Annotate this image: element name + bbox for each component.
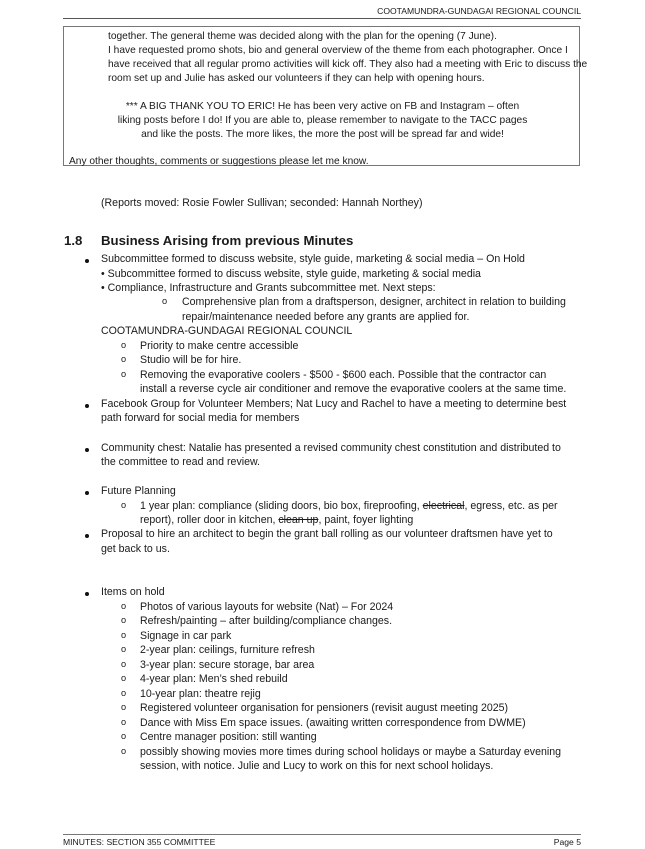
list-item: Signage in car park: [140, 630, 232, 642]
list-item: Comprehensive plan from a draftsperson, designer, architect in relation to building: [182, 296, 566, 308]
page-header: [63, 0, 581, 19]
list-item: session, with notice. Julie and Lucy to work on this for next school holidays.: [140, 760, 494, 772]
list-item: the committee to read and review.: [101, 456, 260, 468]
list-item: Centre manager position: still wanting: [140, 731, 317, 743]
list-item: repair/maintenance needed before any grants are applied for.: [182, 311, 470, 323]
sub-bullet: o: [121, 500, 127, 510]
list-item: get back to us.: [101, 543, 170, 555]
list-item: 10-year plan: theatre rejig: [140, 688, 261, 700]
list-item: Priority to make centre accessible: [140, 340, 299, 352]
list-item: path forward for social media for members: [101, 412, 300, 424]
text-segment: , paint, foyer lighting: [318, 514, 414, 526]
reports-moved: (Reports moved: Rosie Fowler Sullivan; seconded: Hannah Northey): [101, 197, 423, 209]
footer-left: MINUTES: SECTION 355 COMMITTEE: [63, 837, 216, 847]
list-item: Removing the evaporative coolers - $500 - $600 each. Possible that the contractor can: [140, 369, 547, 381]
sub-bullet: o: [121, 702, 127, 712]
list-item: Studio will be for hire.: [140, 354, 242, 366]
struck-text: electrical: [422, 500, 465, 512]
text-segment: , egress, etc. as per: [464, 500, 558, 512]
sub-bullet: o: [121, 673, 127, 683]
sub-bullet: o: [162, 296, 168, 306]
list-item: [140, 500, 558, 512]
list-item: Facebook Group for Volunteer Members; Nat Lucy and Rachel to have a meeting to determine best: [101, 398, 567, 410]
footer-rule: [63, 834, 581, 835]
text-segment: report), roller door in kitchen,: [140, 514, 279, 526]
box-other: Any other thoughts, comments or suggestions please let me know.: [69, 156, 369, 167]
sub-bullet: o: [121, 688, 127, 698]
list-item: 2-year plan: ceilings, furniture refresh: [140, 644, 315, 656]
bullet: [85, 491, 89, 495]
section-title: Business Arising from previous Minutes: [101, 233, 354, 248]
sub-bullet: o: [121, 354, 127, 364]
box-thanks-line: *** A BIG THANK YOU TO ERIC! He has been very active on FB and Instagram – often: [125, 101, 520, 112]
sub-bullet: o: [121, 644, 127, 654]
box-thanks-line: and like the posts. The more likes, the more the post will be spread far and wide!: [141, 129, 504, 140]
bullet: [85, 448, 89, 452]
list-item: Dance with Miss Em space issues. (awaiting written correspondence from DWME): [140, 717, 526, 729]
box-thanks-line: liking posts before I do! If you are able to, please remember to navigate to the TACC pages: [117, 115, 528, 126]
list-item: possibly showing movies more times during school holidays or maybe a Saturday evening: [140, 746, 562, 758]
box-line: room set up and Julie has asked our volunteers if they can help with opening hours.: [108, 73, 485, 84]
list-item: Items on hold: [101, 586, 165, 598]
list-item: COOTAMUNDRA-GUNDAGAI REGIONAL COUNCIL: [101, 325, 353, 337]
sub-bullet: o: [121, 630, 127, 640]
sub-bullet: o: [121, 731, 127, 741]
list-item: • Subcommittee formed to discuss website, style guide, marketing & social media: [101, 268, 481, 280]
list-item: Registered volunteer organisation for pensioners (revisit august meeting 2025): [140, 702, 509, 714]
sub-bullet: o: [121, 340, 127, 350]
list-item: Proposal to hire an architect to begin the grant ball rolling as our volunteer draftsmen have yet to: [101, 528, 553, 540]
sub-bullet: o: [121, 717, 127, 727]
sub-bullet: o: [121, 659, 127, 669]
bullet: [85, 534, 89, 538]
list-item: install a reverse cycle air conditioner and remove the evaporative coolers at the same time.: [140, 383, 567, 395]
sub-bullet: o: [121, 746, 127, 756]
struck-text: clean up: [278, 514, 319, 526]
list-item: Community chest: Natalie has presented a revised community chest constitution and distributed to: [101, 442, 561, 454]
sub-bullet: o: [121, 615, 127, 625]
section-number: 1.8: [64, 233, 83, 248]
header-org: COOTAMUNDRA-GUNDAGAI REGIONAL COUNCIL: [377, 6, 581, 16]
list-item: Future Planning: [101, 485, 176, 497]
bullet: [85, 259, 89, 263]
sub-bullet: o: [121, 601, 127, 611]
list-item: Photos of various layouts for website (Nat) – For 2024: [140, 601, 394, 613]
bullet: [85, 404, 89, 408]
bullet: [85, 592, 89, 596]
list-item: 3-year plan: secure storage, bar area: [140, 659, 315, 671]
box-line: together. The general theme was decided along with the plan for the opening (7 June).: [108, 31, 497, 42]
box-line: I have requested promo shots, bio and general overview of the theme from each photographer. Once I: [108, 45, 568, 56]
box-line: have received that all regular promo activities will kick off. They also had a meeting with Eric to discuss the: [108, 59, 588, 70]
list-item: [140, 514, 413, 526]
report-box: [63, 26, 588, 167]
text-segment: 1 year plan: compliance (sliding doors, bio box, fireproofing,: [140, 500, 423, 512]
footer-page-number: Page 5: [553, 837, 581, 847]
sub-bullet: o: [121, 369, 127, 379]
list-item: Refresh/painting – after building/compliance changes.: [140, 615, 393, 627]
list-item: 4-year plan: Men’s shed rebuild: [140, 673, 288, 685]
list-item: Subcommittee formed to discuss website, style guide, marketing & social media – On Hold: [101, 253, 525, 265]
list-item: • Compliance, Infrastructure and Grants subcommittee met. Next steps:: [101, 282, 436, 294]
